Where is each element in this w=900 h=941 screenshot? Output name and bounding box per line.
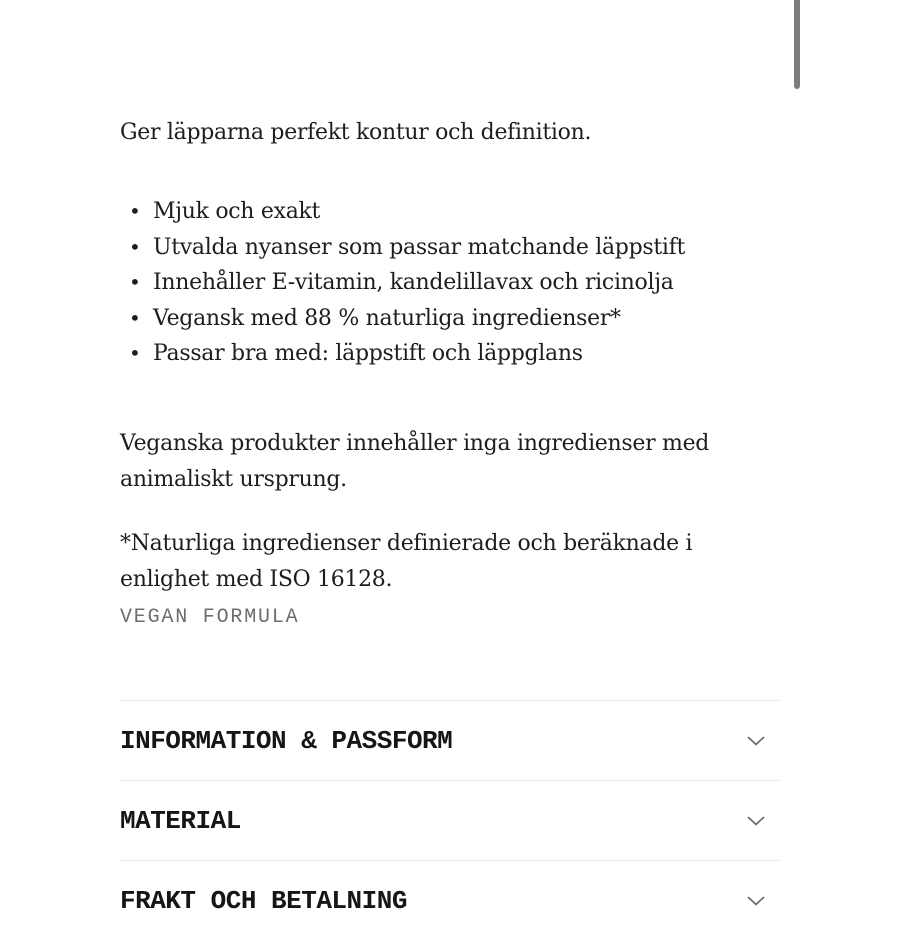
bullet-text: Utvalda nyanser som passar matchande läppstift bbox=[153, 234, 686, 260]
content-area bbox=[120, 0, 780, 916]
bullet-icon: • bbox=[129, 305, 141, 330]
bullet-icon: • bbox=[129, 341, 141, 365]
bullet-text: Passar bra med: läppstift och läppglans bbox=[153, 341, 583, 366]
accordion-label: FRAKT OCH BETALNING bbox=[120, 886, 407, 916]
accordion-information-passform[interactable] bbox=[120, 700, 780, 781]
chevron-down-icon bbox=[747, 816, 765, 827]
chevron-down-icon bbox=[747, 896, 765, 907]
feature-bullet-list bbox=[120, 194, 760, 372]
natural-ingredients-note-paragraph: *Naturliga ingredienser definierade och beräknade i enlighet med ISO 16128. bbox=[120, 531, 693, 592]
accordion-frakt-och-betalning[interactable] bbox=[120, 860, 780, 941]
accordion-label: MATERIAL bbox=[120, 806, 241, 836]
bullet-text: Innehåller E-vitamin, kandelillavax och ricinolja bbox=[153, 270, 674, 295]
list-item bbox=[120, 265, 760, 301]
accordion-label: INFORMATION & PASSFORM bbox=[120, 726, 453, 756]
chevron-down-icon bbox=[747, 736, 765, 747]
vegan-note-paragraph: Veganska produkter innehåller inga ingredienser med animaliskt ursprung. bbox=[120, 431, 710, 492]
bullet-text: Vegansk med 88 % naturliga ingredienser* bbox=[153, 305, 621, 331]
accordion-material[interactable] bbox=[120, 780, 780, 861]
intro-paragraph: Ger läpparna perfekt kontur och definition. bbox=[120, 120, 592, 145]
vegan-formula-badge: VEGAN FORMULA bbox=[120, 606, 300, 629]
bullet-icon: • bbox=[129, 270, 141, 294]
list-item bbox=[120, 194, 760, 230]
scrollbar-thumb[interactable] bbox=[794, 0, 800, 89]
bullet-icon: • bbox=[129, 199, 141, 223]
bullet-icon: • bbox=[129, 234, 141, 259]
list-item bbox=[120, 230, 760, 266]
bullet-text: Mjuk och exakt bbox=[153, 199, 321, 224]
list-item bbox=[120, 336, 760, 372]
list-item bbox=[120, 301, 760, 337]
